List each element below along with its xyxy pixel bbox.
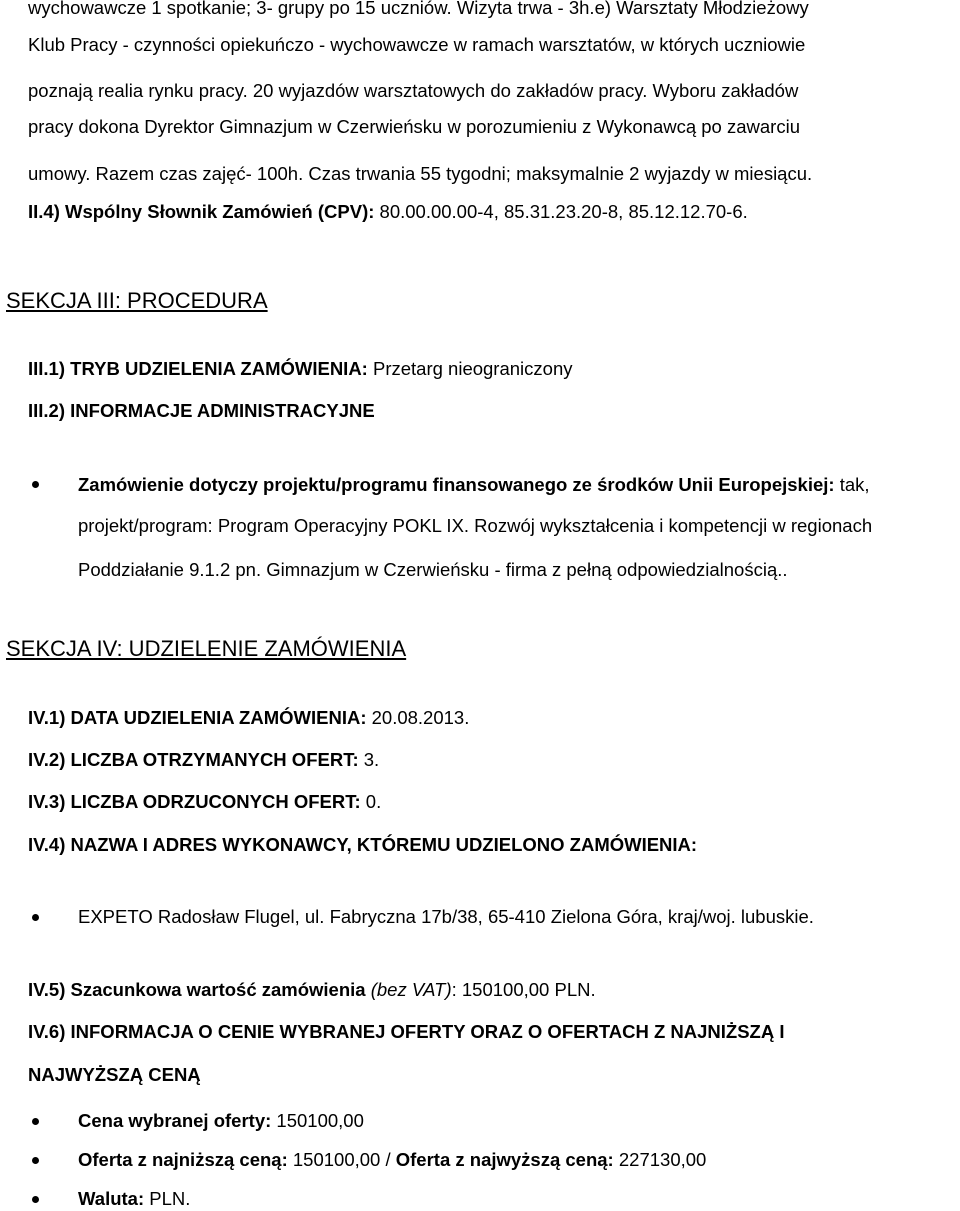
cpv-row	[28, 200, 748, 224]
offers-rejected-row	[28, 790, 381, 814]
bullet-icon	[32, 481, 39, 488]
currency-row	[78, 1187, 190, 1211]
bullet-icon	[32, 1157, 39, 1164]
procedure-type-value: Przetarg nieograniczony	[367, 358, 573, 379]
paragraph-line-1: wychowawcze 1 spotkanie; 3- grupy po 15 uczniów. Wizyta trwa - 3h.e) Warsztaty Młodzieżowy	[28, 0, 809, 18]
contractor-value: EXPETO Radosław Flugel, ul. Fabryczna 17b/38, 65-410 Zielona Góra, kraj/woj. lubuskie.	[78, 906, 814, 927]
section-3-heading: SEKCJA III: PROCEDURA	[6, 288, 268, 313]
currency-label: Waluta:	[78, 1188, 145, 1209]
paragraph-line-2: Klub Pracy - czynności opiekuńczo - wychowawcze w ramach warsztatów, w których uczniowie	[28, 34, 806, 55]
award-date-label: IV.1) DATA UDZIELENIA ZAMÓWIENIA:	[28, 707, 367, 728]
procedure-type-label: III.1) TRYB UDZIELENIA ZAMÓWIENIA:	[28, 358, 368, 379]
eu-funding-answer: tak,	[834, 474, 870, 495]
paragraph-line-4: pracy dokona Dyrektor Gimnazjum w Czerwieńsku w porozumieniu z Wykonawcą po zawarciu	[28, 116, 800, 137]
offers-received-value: 3.	[358, 749, 380, 770]
bullet-icon	[32, 1118, 39, 1125]
cpv-label: II.4) Wspólny Słownik Zamówień (CPV):	[28, 201, 375, 222]
offers-rejected-value: 0.	[360, 791, 382, 812]
award-date-row	[28, 706, 469, 730]
highest-price-value: 227130,00	[613, 1149, 707, 1170]
offers-rejected-label: IV.3) LICZBA ODRZUCONYCH OFERT:	[28, 791, 361, 812]
currency-value: PLN.	[144, 1188, 191, 1209]
cpv-value: 80.00.00.00-4, 85.31.23.20-8, 85.12.12.70-6.	[374, 201, 748, 222]
lowest-price-label: Oferta z najniższą ceną:	[78, 1149, 288, 1170]
section-4-heading: SEKCJA IV: UDZIELENIE ZAMÓWIENIA	[6, 636, 407, 661]
eu-funding-line-3: Poddziałanie 9.1.2 pn. Gimnazjum w Czerwieńsku - firma z pełną odpowiedzialnością..	[78, 559, 788, 580]
procedure-type-row	[28, 357, 572, 381]
price-info-label-line-2: NAJWYŻSZĄ CENĄ	[28, 1064, 201, 1085]
estimate-note: (bez VAT)	[365, 979, 452, 1000]
chosen-price-label: Cena wybranej oferty:	[78, 1110, 272, 1131]
price-info-label-line-1: IV.6) INFORMACJA O CENIE WYBRANEJ OFERTY ORAZ O OFERTACH Z NAJNIŻSZĄ I	[28, 1021, 785, 1042]
estimate-label: IV.5) Szacunkowa wartość zamówienia	[28, 979, 366, 1000]
eu-funding-line-2: projekt/program: Program Operacyjny POKL IX. Rozwój wykształcenia i kompetencji w regionach	[78, 515, 873, 536]
bullet-icon	[32, 914, 39, 921]
admin-info-label: III.2) INFORMACJE ADMINISTRACYJNE	[28, 400, 375, 421]
estimate-value: : 150100,00 PLN.	[451, 979, 596, 1000]
chosen-price-value: 150100,00	[271, 1110, 364, 1131]
offers-received-label: IV.2) LICZBA OTRZYMANYCH OFERT:	[28, 749, 359, 770]
price-range-row	[78, 1148, 706, 1172]
highest-price-label: Oferta z najwyższą ceną:	[395, 1149, 614, 1170]
paragraph-line-3: poznają realia rynku pracy. 20 wyjazdów warsztatowych do zakładów pracy. Wyboru zakładów	[28, 80, 799, 101]
bullet-icon	[32, 1196, 39, 1203]
lowest-price-value: 150100,00 /	[287, 1149, 396, 1170]
estimate-row	[28, 978, 596, 1002]
paragraph-line-5: umowy. Razem czas zajęć- 100h. Czas trwania 55 tygodni; maksymalnie 2 wyjazdy w miesiącu.	[28, 163, 813, 184]
eu-funding-line-1	[78, 473, 870, 497]
chosen-price-row	[78, 1109, 364, 1133]
eu-funding-label: Zamówienie dotyczy projektu/programu finansowanego ze środków Unii Europejskiej:	[78, 474, 835, 495]
award-date-value: 20.08.2013.	[366, 707, 470, 728]
contractor-label: IV.4) NAZWA I ADRES WYKONAWCY, KTÓREMU UDZIELONO ZAMÓWIENIA:	[28, 834, 698, 855]
offers-received-row	[28, 748, 379, 772]
